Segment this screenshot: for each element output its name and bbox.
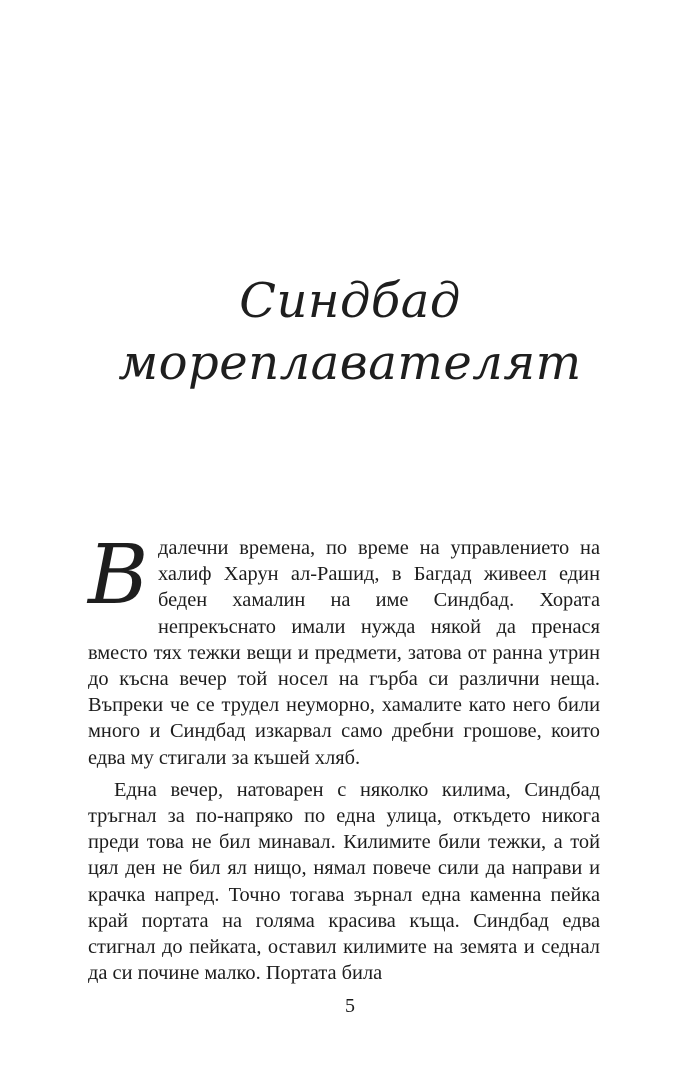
- chapter-title-line-2: мореплавателят: [118, 335, 582, 391]
- chapter-title: [0, 270, 700, 394]
- paragraph-2: Една вечер, натоварен с няколко килима, Синдбад тръгнал за по-напряко по една улица, откъдето никога преди това не бил минавал. Килимите били тежки, а той цял ден не бил ял нищо, нямал повече сили да направи и крачка напред. Точно тогава зърнал една каменна пейка край портата на голяма красива къща. Синдбад едва стигнал до пейката, оставил килимите на земята и седнал да си почине малко. Портата била: [88, 778, 600, 985]
- body-text: [88, 528, 600, 986]
- chapter-title-line-1: Синдбад: [239, 273, 461, 329]
- paragraph-1-text: далечни времена, по време на управлението на халиф Харун ал-Рашид, в Багдад живеел един беден хамалин на име Синдбад. Хората непрекъснато имали нужда някой да пренася вместо тях тежки вещи и предмети, затова от ранна утрин до късна вечер той носел на гърба си различни неща. Въпреки че се трудел неуморно, хамалите като него били много и Синдбад изкарвал само дребни грошове, които едва му стигали за къшей хляб.: [88, 537, 600, 769]
- drop-cap: В: [88, 528, 149, 623]
- paragraph-1: [88, 528, 600, 771]
- page-number: 5: [345, 995, 355, 1017]
